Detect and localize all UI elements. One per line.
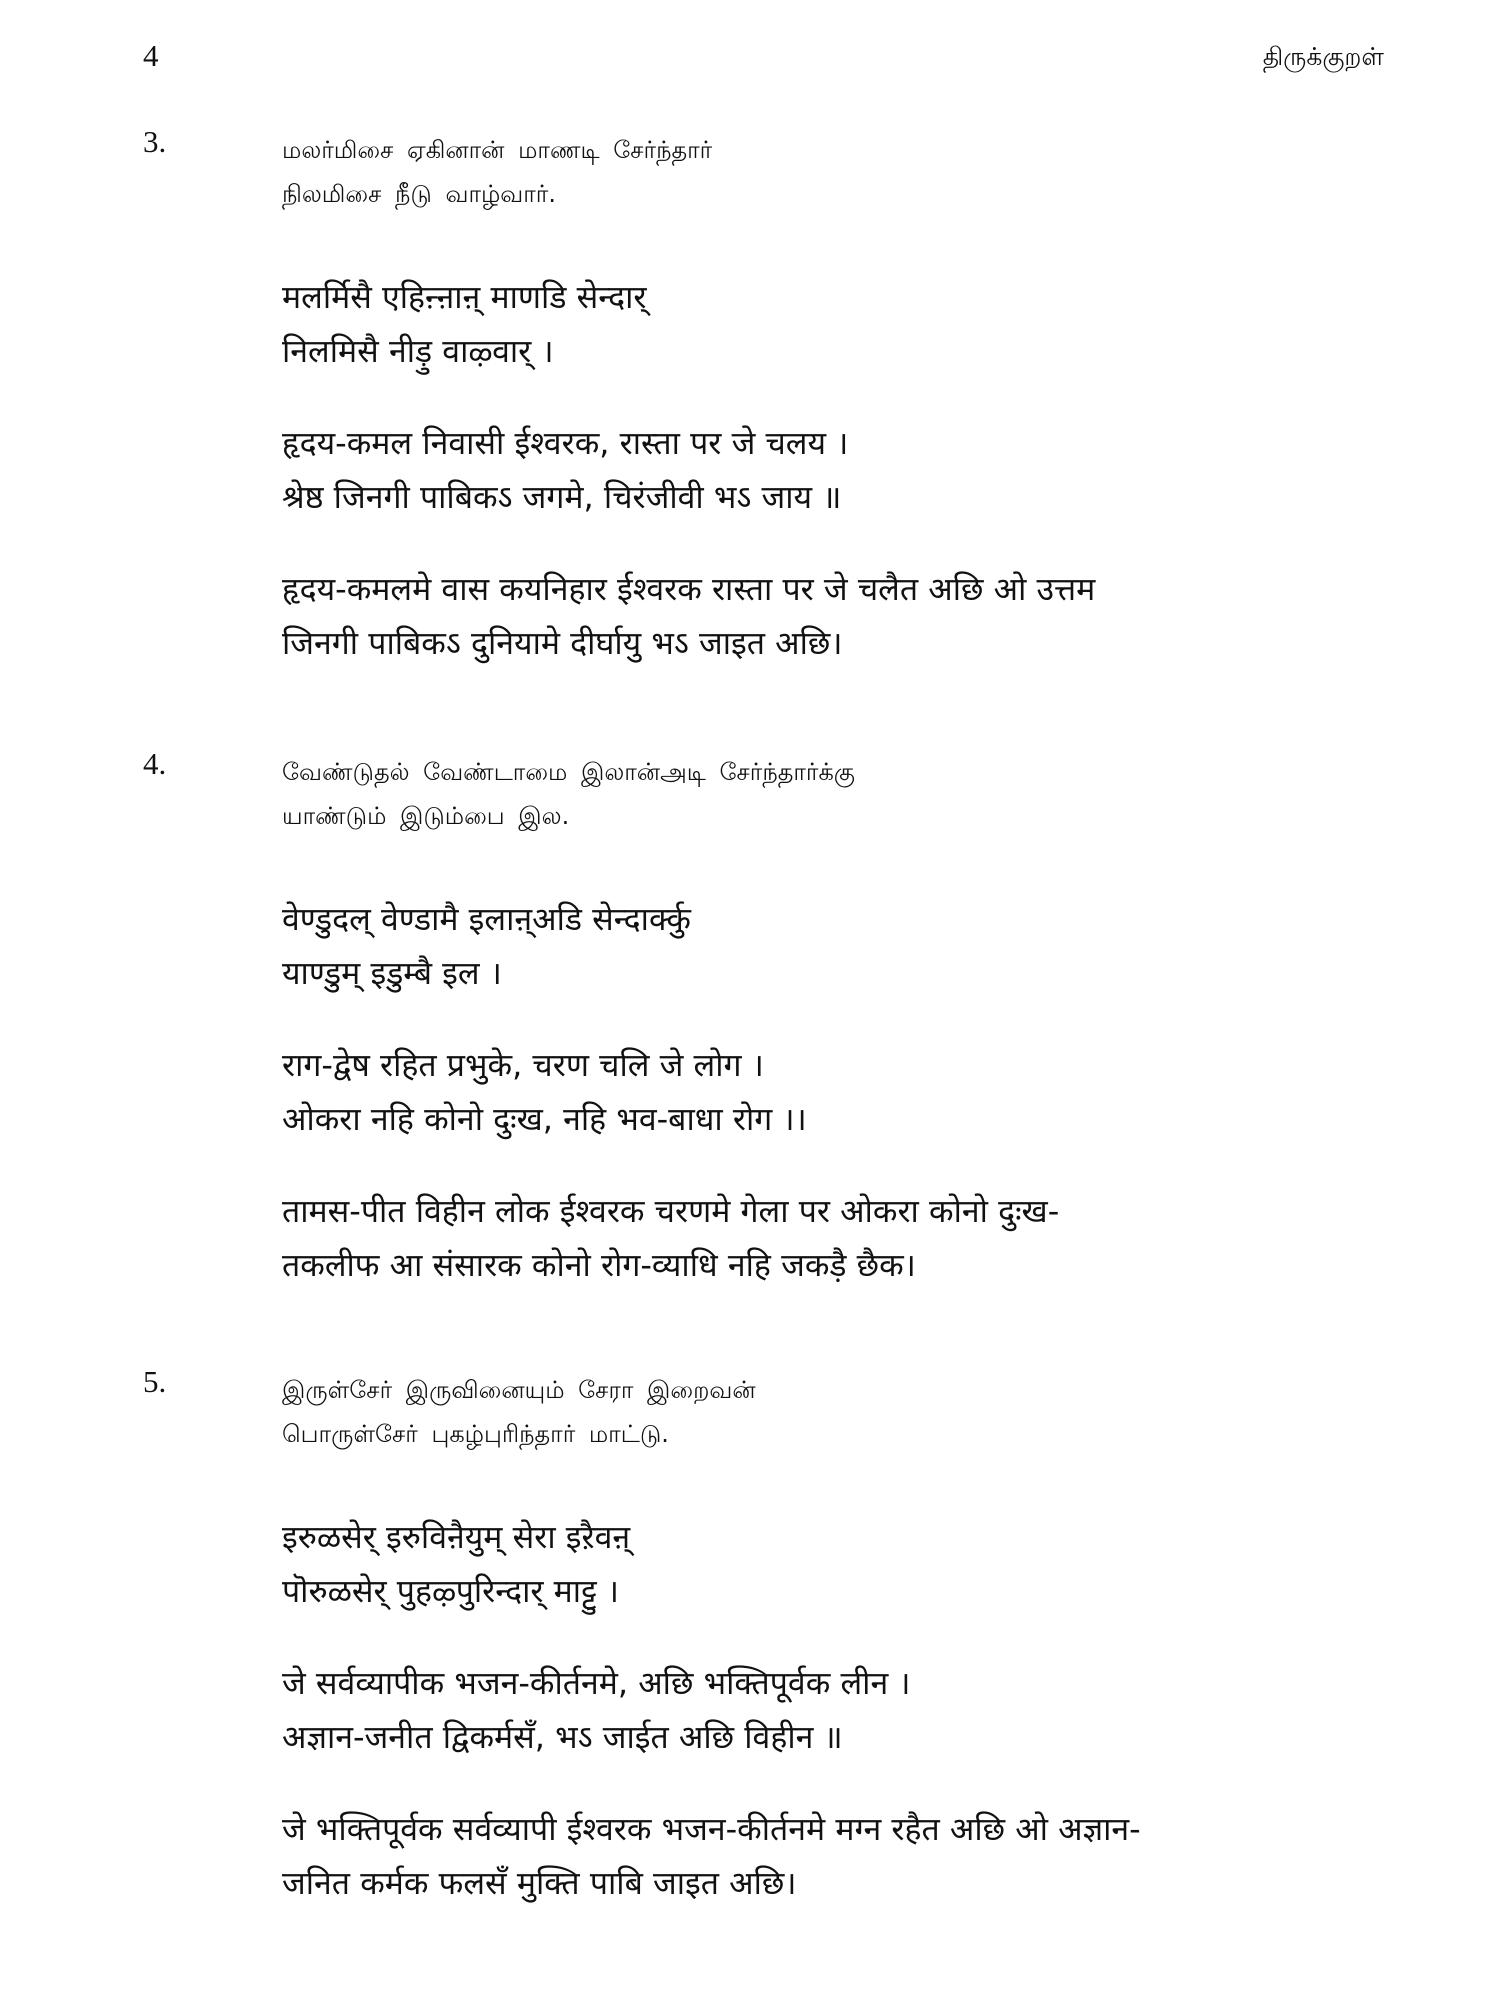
- prose-translation: [282, 1802, 1141, 1910]
- tamil-verse: [282, 1368, 756, 1456]
- transliteration: [282, 270, 647, 378]
- transliteration: [282, 1510, 630, 1618]
- transliteration-line: याण्डुम् इडुम्बै इल ।: [282, 954, 502, 992]
- tamil-line: மலர்மிசை ஏகினான் மாணடி சேர்ந்தார்: [282, 136, 713, 164]
- prose-line: हृदय-कमलमे वास कयनिहार ईश्वरक रास्ता पर जे चलैत अछि ओ उत्तम: [282, 570, 1096, 608]
- prose-line: जिनगी पाबिकऽ दुनियामे दीर्घायु भऽ जाइत अछि।: [282, 624, 843, 662]
- verse-translation-line: श्रेष्ठ जिनगी पाबिकऽ जगमे, चिरंजीवी भऽ जाय ॥: [282, 478, 842, 516]
- tamil-verse: [282, 128, 712, 216]
- prose-translation: [282, 562, 1095, 670]
- transliteration-line: वेण्डुदल् वेण्डामै इलाऩ्अडि सेन्दार्क्कु: [282, 900, 691, 938]
- transliteration-line: निलमिसै नीड़ु वाऴ्वार् ।: [282, 332, 554, 370]
- running-title: திருக்குறள்: [1262, 42, 1384, 71]
- tamil-line: நிலமிசை நீடு வாழ்வார்.: [282, 180, 556, 208]
- transliteration-line: मलर्मिसै एहिऩ्ऩाऩ् माणडि सेन्दार्: [282, 278, 647, 316]
- verse-translation-line: राग-द्वेष रहित प्रभुके, चरण चलि जे लोग ।: [282, 1046, 764, 1084]
- prose-line: तकलीफ आ संसारक कोनो रोग-व्याधि नहि जकड़ै छैक।: [282, 1246, 916, 1284]
- verse-translation-line: ओकरा नहि कोनो दुःख, नहि भव-बाधा रोग ।।: [282, 1100, 807, 1138]
- verse-number: 5.: [143, 1364, 167, 1399]
- verse-translation: [282, 1038, 807, 1146]
- prose-translation: [282, 1184, 1059, 1292]
- tamil-verse: [282, 750, 855, 838]
- tamil-line: வேண்டுதல் வேண்டாமை இலான்அடி சேர்ந்தார்க்கு: [282, 758, 855, 786]
- verse-translation-line: अज्ञान-जनीत द्विकर्मसँ, भऽ जाईत अछि विहीन ॥: [282, 1718, 843, 1756]
- verse-translation: [282, 416, 848, 524]
- transliteration-line: पॊरुळसेर् पुहऴ्पुरिन्दार् माट्टु ।: [282, 1572, 620, 1610]
- prose-line: तामस-पीत विहीन लोक ईश्वरक चरणमे गेला पर ओकरा कोनो दुःख-: [282, 1192, 1060, 1230]
- tamil-line: இருள்சேர் இருவினையும் சேரா இறைவன்: [282, 1376, 756, 1404]
- prose-line: जे भक्तिपूर्वक सर्वव्यापी ईश्वरक भजन-कीर्तनमे मग्न रहैत अछि ओ अज्ञान-: [282, 1810, 1141, 1848]
- page-number: 4: [143, 38, 159, 73]
- verse-number: 4.: [143, 746, 167, 781]
- verse-translation-line: हृदय-कमल निवासी ईश्वरक, रास्ता पर जे चलय ।: [282, 424, 849, 462]
- tamil-line: யாண்டும் இடும்பை இல.: [282, 802, 570, 830]
- transliteration-line: इरुळसेर् इरुविऩैयुम् सेरा इऱैवऩ्: [282, 1518, 631, 1556]
- verse-translation-line: जे सर्वव्यापीक भजन-कीर्तनमे, अछि भक्तिपूर्वक लीन ।: [282, 1664, 911, 1702]
- verse-number: 3.: [143, 124, 167, 159]
- transliteration: [282, 892, 691, 1000]
- verse-translation: [282, 1656, 911, 1764]
- prose-line: जनित कर्मक फलसँ मुक्ति पाबि जाइत अछि।: [282, 1864, 797, 1902]
- tamil-line: பொருள்சேர் புகழ்புரிந்தார் மாட்டு.: [282, 1420, 669, 1448]
